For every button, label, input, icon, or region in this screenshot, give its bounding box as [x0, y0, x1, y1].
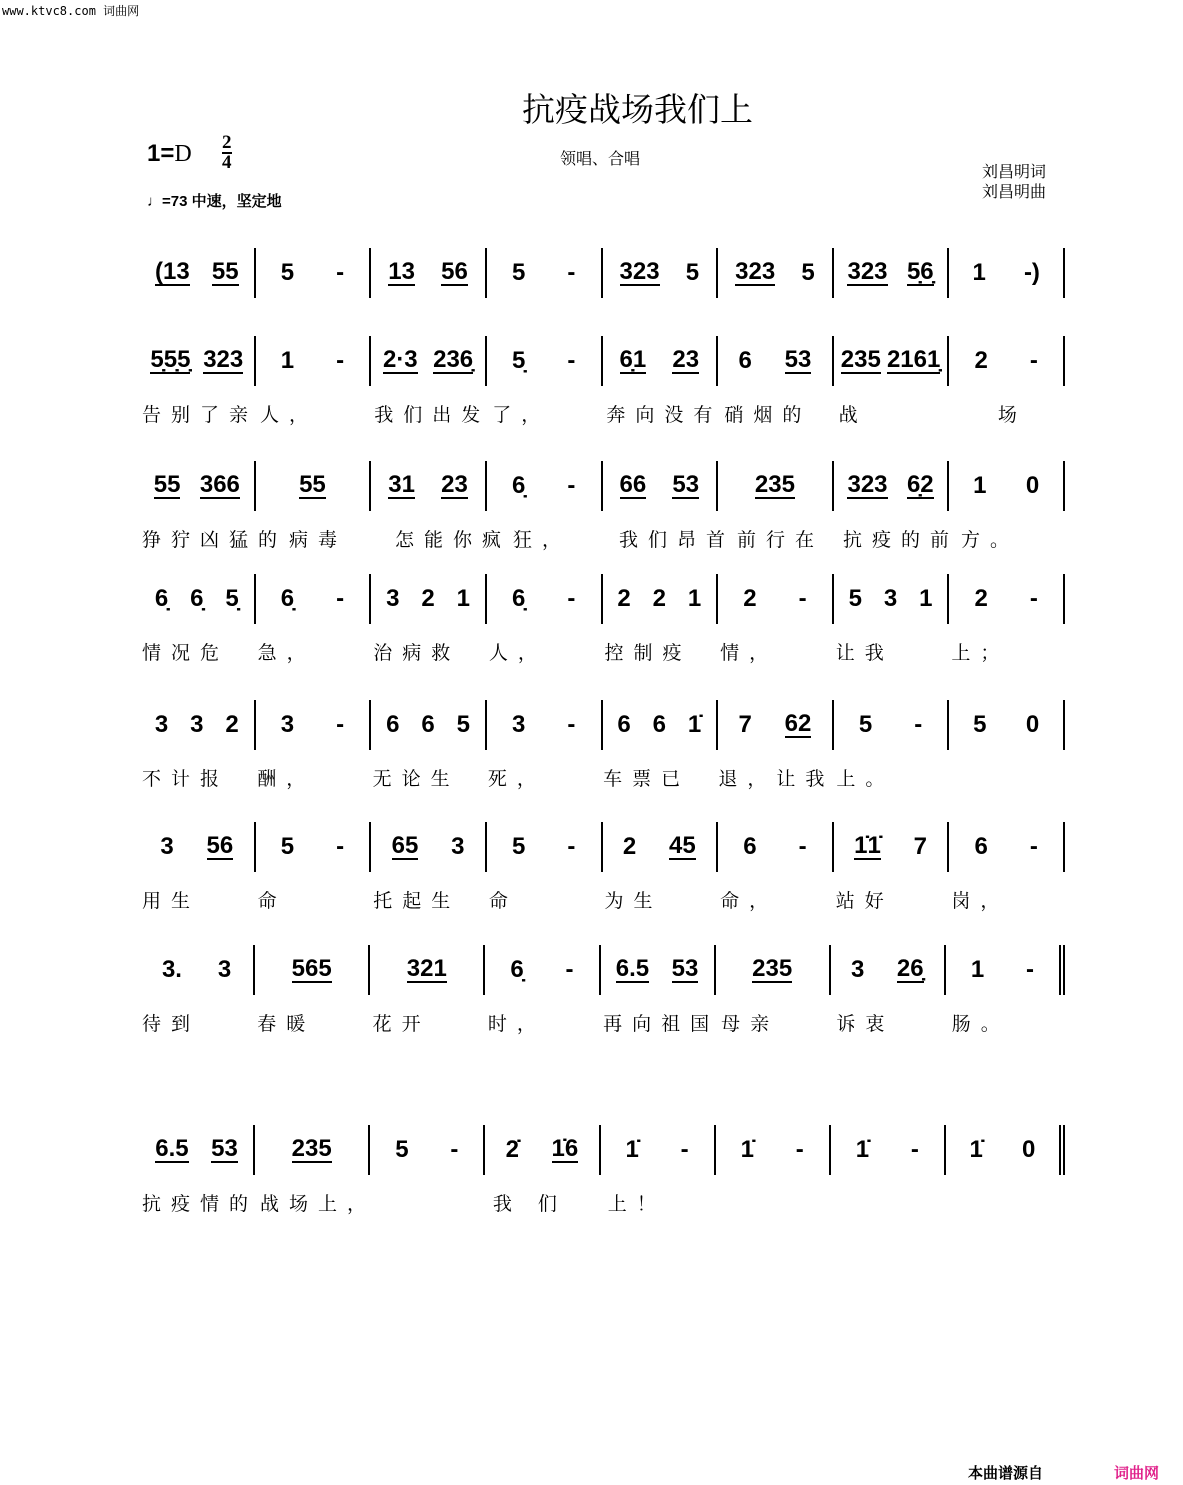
note-group: 3	[217, 956, 232, 983]
note-group: (13	[155, 258, 190, 285]
note-group: 2161̣	[886, 346, 941, 373]
note-group: 0	[1025, 472, 1040, 499]
measure	[487, 461, 603, 511]
score-line	[140, 336, 1065, 427]
credits	[982, 162, 1046, 202]
lyric: 告别了亲	[142, 404, 259, 426]
note-group: 6̣	[510, 956, 524, 983]
note-group: 55	[211, 258, 239, 285]
note-group: -)	[1023, 259, 1040, 286]
measure	[831, 1125, 946, 1175]
measure	[603, 336, 719, 386]
lyric: 我 们	[492, 1193, 567, 1215]
measure	[256, 336, 372, 386]
note-group: 23	[672, 346, 700, 373]
note-group: 1	[456, 585, 470, 612]
note-group: 3	[883, 585, 898, 612]
lyric: 方。	[961, 529, 1020, 551]
lyric: 前行在	[737, 529, 825, 551]
note-group: 5	[511, 833, 526, 860]
song-title: 抗疫战场我们上	[522, 90, 753, 129]
lyric: 上！	[607, 1193, 666, 1215]
note-group: 2	[743, 585, 757, 612]
note-group: 1	[280, 347, 295, 374]
measure	[949, 700, 1065, 750]
note-group: 2̇	[505, 1136, 519, 1163]
note-group: 53	[672, 471, 700, 498]
lyric: 让我	[835, 642, 894, 664]
note-group: 1̇	[740, 1136, 754, 1163]
lyric: 肠。	[951, 1013, 1010, 1035]
lyric: 我们出发	[374, 404, 491, 426]
lyric	[721, 1189, 836, 1216]
key-one: 1=	[147, 140, 175, 167]
lyric: 病毒	[289, 529, 348, 551]
note-group: 3	[511, 711, 526, 738]
notes-row	[140, 461, 1065, 511]
measure	[140, 336, 256, 386]
measure	[718, 248, 834, 298]
measure	[371, 461, 487, 511]
measure	[718, 461, 834, 511]
notes-row	[140, 336, 1065, 386]
note-group: 56	[441, 258, 468, 285]
lyric	[835, 1189, 950, 1216]
note-group: 3	[851, 956, 865, 983]
score-line	[140, 461, 1065, 552]
note-group: 56	[206, 832, 234, 859]
lyric: 车票已	[603, 768, 691, 790]
note-group: 7	[913, 833, 927, 860]
score-line	[140, 822, 1065, 913]
measure	[718, 574, 834, 624]
note-group: 5	[395, 1136, 409, 1163]
note-group: 5̣	[511, 347, 526, 374]
lyrics-row	[140, 525, 1065, 552]
note-group: 6.5	[155, 1135, 189, 1162]
note-group: 565	[291, 955, 332, 982]
note-group: 6̣2	[906, 471, 934, 498]
composer: 刘昌明曲	[982, 182, 1047, 201]
measure	[601, 945, 716, 995]
notes-row	[140, 574, 1065, 624]
time-top: 2	[222, 132, 232, 153]
lyric: 狂，	[513, 529, 572, 551]
note-group: 3	[280, 711, 295, 738]
note-group: 5	[280, 259, 295, 286]
note-group: 5	[685, 259, 700, 286]
note-group: 1	[687, 585, 702, 612]
note-group: -	[336, 347, 345, 374]
note-group: 3	[154, 711, 169, 738]
note-group: 3	[451, 833, 465, 860]
key-signature	[147, 132, 232, 173]
notes-row	[140, 248, 1065, 298]
note-group: -	[567, 347, 576, 374]
measure	[140, 1125, 255, 1175]
note-group: -	[680, 1136, 689, 1163]
note-group: 55	[299, 471, 326, 498]
measure	[256, 461, 372, 511]
measure	[256, 822, 372, 872]
lyric: 无论生	[372, 768, 460, 790]
note-group: 6	[421, 711, 435, 738]
notes-row	[140, 700, 1065, 750]
note-group: 13	[388, 258, 415, 285]
note-group: 2	[617, 585, 631, 612]
note-group: 2	[225, 711, 239, 738]
lyrics-row	[140, 886, 1065, 913]
note-group: -	[567, 472, 576, 499]
note-group: 3.	[161, 956, 182, 983]
note-group: 45	[669, 832, 696, 859]
lyric: 抗疫情的	[142, 1193, 259, 1215]
measure	[140, 461, 256, 511]
lyric: 战	[838, 404, 868, 426]
lyric: 情况危	[142, 642, 230, 664]
lyric: 上。	[836, 768, 895, 790]
measure	[487, 822, 603, 872]
note-group: 2	[421, 585, 435, 612]
note-group: 2	[974, 347, 988, 374]
note-group: -	[336, 833, 345, 860]
measure	[370, 1125, 485, 1175]
note-group: 2·3	[382, 346, 418, 373]
measure	[140, 574, 256, 624]
note-group: 1	[972, 259, 986, 286]
note-group: 3	[386, 585, 400, 612]
score-line	[140, 945, 1065, 1036]
note-group: -	[567, 833, 576, 860]
lyric: 狰狞凶猛的	[142, 529, 288, 551]
lyric: 命	[257, 890, 287, 912]
measure	[485, 945, 600, 995]
score-line	[140, 574, 1065, 665]
note-group: 1̇	[969, 1136, 983, 1163]
lyric	[950, 764, 1065, 791]
note-group: 6̣1	[619, 346, 647, 373]
notes-row	[140, 1125, 1065, 1175]
measure	[718, 822, 834, 872]
measure	[718, 336, 834, 386]
measure	[603, 461, 719, 511]
measure	[140, 945, 255, 995]
note-group: 5	[848, 585, 863, 612]
note-group: 5	[511, 259, 526, 286]
note-group: -	[910, 1136, 919, 1163]
measure	[601, 1125, 716, 1175]
score-line	[140, 1125, 1065, 1216]
note-group: 31	[388, 471, 415, 498]
note-group: -	[565, 956, 574, 983]
lyric: 酬，	[257, 768, 316, 790]
note-group: -	[1026, 956, 1035, 983]
measure	[256, 574, 372, 624]
note-group: 23	[441, 471, 468, 498]
key-letter: D	[174, 141, 192, 167]
note-group: 1̇6	[551, 1135, 579, 1162]
note-group: 3	[190, 711, 204, 738]
note-group: 6.5	[615, 955, 650, 982]
measure	[371, 336, 487, 386]
note-group: 5̣5̣5̣	[150, 346, 191, 373]
lyrics-row	[140, 1189, 1065, 1216]
measure	[371, 574, 487, 624]
measure	[255, 1125, 370, 1175]
measure	[487, 574, 603, 624]
measure	[255, 945, 370, 995]
measure	[946, 1125, 1065, 1175]
measure	[949, 574, 1065, 624]
note-group: -	[1029, 585, 1038, 612]
note-group: 6	[386, 711, 400, 738]
note-group: 2	[974, 585, 988, 612]
measure	[718, 700, 834, 750]
score-line	[140, 248, 1065, 312]
lyric: 再向祖国	[603, 1013, 720, 1035]
lyric	[376, 1189, 491, 1216]
lyrics-row	[140, 764, 1065, 791]
note-group: -	[1029, 833, 1038, 860]
lyrics-row	[140, 638, 1065, 665]
measure	[831, 945, 946, 995]
note-group: 5	[801, 259, 815, 286]
note-group: 5̣	[225, 585, 239, 612]
note-group: 323	[619, 258, 660, 285]
note-group: 235	[754, 471, 795, 498]
lyric: 时，	[487, 1013, 546, 1035]
lyric	[950, 1189, 1065, 1216]
note-group: 53	[211, 1135, 238, 1162]
note-group: 1̇	[855, 1136, 870, 1163]
note-group: 366	[199, 471, 240, 498]
note-group: 1̇1̇	[854, 832, 881, 859]
note-group: 321	[406, 955, 447, 982]
note-group: -	[795, 1136, 804, 1163]
time-bottom: 4	[222, 152, 232, 173]
note-group: 0	[1022, 1136, 1036, 1163]
note-group: 2	[622, 833, 637, 860]
lyrics-row	[140, 1009, 1065, 1036]
tempo-marking: ♩=73 中速，坚定地	[147, 193, 282, 210]
measure	[140, 248, 256, 298]
measure	[834, 822, 950, 872]
note-group: 0	[1025, 711, 1040, 738]
lyric: 了，	[492, 404, 551, 426]
note-group: 5	[858, 711, 873, 738]
performance-role: 领唱、合唱	[560, 149, 641, 168]
lyric: 命	[488, 890, 518, 912]
note-group: 235	[840, 346, 881, 373]
lyricist: 刘昌明词	[982, 162, 1047, 181]
note-group: -	[798, 585, 807, 612]
note-group: 53	[784, 346, 812, 373]
measure	[949, 461, 1065, 511]
lyric: 怎能你疯	[395, 529, 512, 551]
note-group: 7	[738, 711, 752, 738]
measure	[487, 700, 603, 750]
note-group: 2	[652, 585, 666, 612]
lyric: 人，	[488, 642, 547, 664]
note-group: 26̣	[896, 955, 924, 982]
measure	[834, 574, 950, 624]
lyric: 控制疫	[604, 642, 692, 664]
note-group: 6	[738, 347, 752, 374]
note-group: -	[914, 711, 923, 738]
lyric: 站好	[835, 890, 894, 912]
lyric: 情，	[720, 642, 779, 664]
note-group: -	[567, 259, 576, 286]
note-group: 323	[847, 471, 888, 498]
note-group: 323	[735, 258, 776, 285]
note-group: 323	[203, 346, 244, 373]
note-group: 6	[617, 711, 631, 738]
measure	[834, 461, 950, 511]
notes-row	[140, 945, 1065, 995]
note-group: -	[336, 585, 345, 612]
measure	[371, 248, 487, 298]
measure	[949, 822, 1065, 872]
notes-row	[140, 822, 1065, 872]
lyric: 待到	[142, 1013, 201, 1035]
note-group: 1̇	[687, 711, 702, 738]
note-group: 1	[919, 585, 933, 612]
measure	[256, 248, 372, 298]
note-group: -	[336, 259, 345, 286]
lyric: 退，让我	[718, 768, 835, 790]
note-group: 6	[652, 711, 666, 738]
lyric: 死，	[487, 768, 546, 790]
note-group: 5̣6̣	[906, 258, 934, 285]
measure	[946, 945, 1065, 995]
note-group: -	[450, 1136, 459, 1163]
measure	[716, 945, 831, 995]
lyric: 我们昂首	[619, 529, 736, 551]
note-group: 5	[456, 711, 470, 738]
lyric: 为生	[604, 890, 663, 912]
time-signature	[222, 134, 232, 172]
note-group: 5	[280, 833, 295, 860]
measure	[949, 336, 1065, 386]
measure	[487, 336, 603, 386]
measure	[949, 248, 1065, 298]
lyric: 春暖	[257, 1013, 316, 1035]
note-group: 62	[784, 710, 812, 737]
note-group: 6	[974, 833, 988, 860]
measure	[834, 336, 950, 386]
measure	[256, 700, 372, 750]
measure	[834, 248, 950, 298]
lyric: 母亲	[721, 1013, 780, 1035]
note-group: 235	[752, 955, 793, 982]
measure	[834, 700, 950, 750]
note-group: 5	[973, 711, 987, 738]
note-group: 53	[671, 955, 699, 982]
measure	[603, 248, 719, 298]
measure	[371, 700, 487, 750]
note-group: 6̣	[511, 585, 526, 612]
site-watermark: www.ktvc8.com 词曲网	[2, 4, 140, 18]
lyric: 急，	[257, 642, 316, 664]
note-group: 236̣	[433, 346, 474, 373]
lyric: 托起生	[373, 890, 461, 912]
lyric: 命，	[720, 890, 779, 912]
measure	[603, 574, 719, 624]
lyric: 用生	[142, 890, 201, 912]
measure	[603, 700, 719, 750]
source-label: 本曲谱源自	[968, 1465, 1044, 1482]
score-line	[140, 700, 1065, 791]
measure	[487, 248, 603, 298]
note-group: 1	[970, 956, 985, 983]
note-group: -	[567, 711, 576, 738]
lyric: 抗疫的前	[843, 529, 960, 551]
lyric: 诉衷	[836, 1013, 895, 1035]
measure	[485, 1125, 600, 1175]
note-group: -	[567, 585, 576, 612]
measure	[140, 700, 256, 750]
lyric: 岗，	[951, 890, 1010, 912]
lyric: 花开	[372, 1013, 431, 1035]
lyric: 奔向没有	[606, 404, 723, 426]
note-group: 65	[391, 832, 419, 859]
lyric: 治病救	[373, 642, 461, 664]
lyric: 不计报	[142, 768, 230, 790]
lyric: 场	[952, 404, 1027, 426]
note-group: 6̣	[154, 585, 169, 612]
note-group: 55	[153, 471, 181, 498]
note-group: -	[1029, 347, 1038, 374]
note-group: 235	[291, 1135, 332, 1162]
note-group: 6̣	[511, 472, 526, 499]
note-group: 6̣	[190, 585, 204, 612]
measure	[370, 945, 485, 995]
source-brand: 词曲网	[1114, 1465, 1160, 1482]
lyrics-row	[140, 400, 1065, 427]
lyric: 硝烟的	[724, 404, 812, 426]
note-group: -	[336, 711, 345, 738]
note-group: 323	[847, 258, 888, 285]
note-group: 3	[160, 833, 174, 860]
lyric: 战场上，	[260, 1193, 377, 1215]
note-group: 6	[743, 833, 757, 860]
note-group: 66	[619, 471, 647, 498]
note-group: 1̇	[625, 1136, 639, 1163]
lyric: 人，	[260, 404, 319, 426]
lyric: 上；	[951, 642, 1010, 664]
note-group: -	[798, 833, 807, 860]
measure	[140, 822, 256, 872]
note-group: 1	[973, 472, 987, 499]
measure	[371, 822, 487, 872]
measure	[716, 1125, 831, 1175]
note-group: 6̣	[280, 585, 295, 612]
measure	[603, 822, 719, 872]
